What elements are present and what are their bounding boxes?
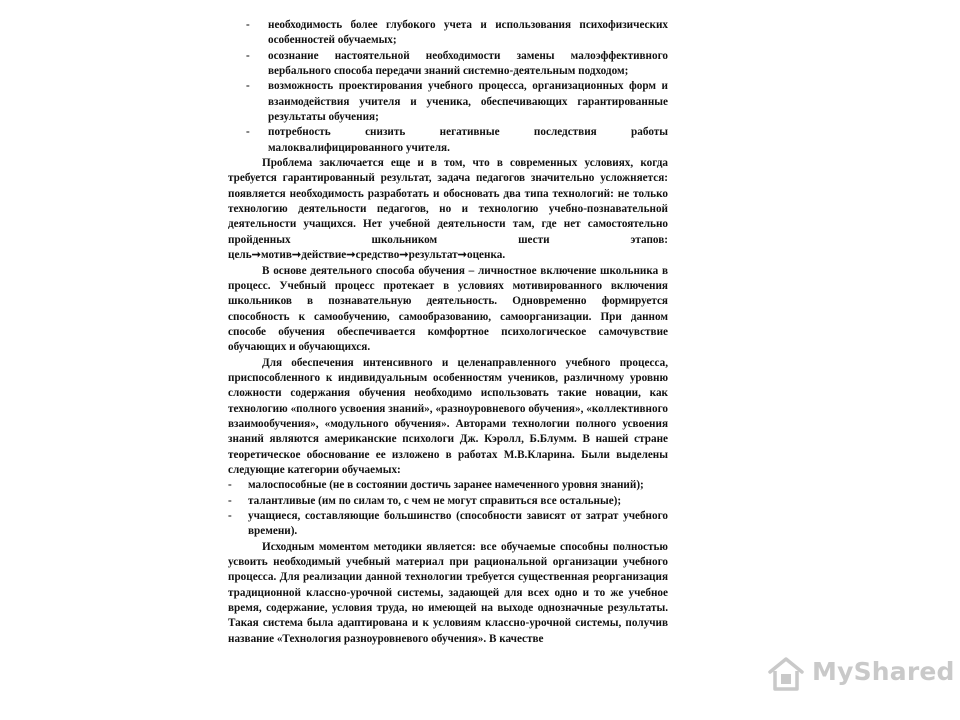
list-dash: - — [246, 126, 250, 139]
document-page — [228, 18, 668, 708]
list-item-text: необходимость более глубокого учета и использования психофизических особенностей обучаемых; — [268, 19, 668, 47]
paragraph-technologies: Для обеспечения интенсивного и целенаправленного учебного процесса, приспособленного к индивидуальным особенностям учеников, различному уровню сложности содержания обучения необходимо использовать такие новации, как технологию «полного усвоения знаний», «разноуровневого обучения», «коллективного взаимообучения», «модульного обучения». Авторами технологии полного усвоения знаний являются американские психологи Дж. Кэролл, Б.Блумм. В нашей стране теоретическое обоснование ее изложено в работах М.В.Кларина. Были выделены следующие категории обучаемых: — [228, 356, 668, 476]
stages-chain: цель➞мотив➞действие➞средство➞результат➞оценка. — [228, 249, 506, 262]
category-text: учащиеся, составляющие большинство (способности зависят от затрат учебного времени). — [248, 510, 668, 538]
watermark-text: MyShared — [812, 657, 955, 686]
list-dash: - — [246, 80, 250, 93]
category-text: талантливые (им по силам то, с чем не могут справиться все остальные); — [248, 494, 622, 507]
list-item-text: потребность снизить негативные последствия работы малоквалифицированного учителя. — [268, 126, 668, 154]
paragraph-text: Проблема заключается еще и в том, что в современных условиях, когда требуется гарантированный результат, задача педагогов значительно усложняется: появляется необходимость разработать и обосновать два типа технологий: не только технологию деятельности педагогов, но и технологию учебно-познавательной деятельности учащихся. Нет учебной деятельности там, где нет самостоятельно пройденных школьником шести этапов: — [228, 157, 668, 246]
house-shield-icon — [766, 654, 806, 694]
paragraph-problem — [228, 156, 668, 263]
category-item — [228, 509, 668, 540]
list-item — [228, 79, 668, 125]
paragraph-methodology: Исходным моментом методики является: все обучаемые способны полностью усвоить необходимый учебный материал при рациональной организации учебного процесса. Для реализации данной технологии требуется существенная реорганизация традиционной классно-урочной системы, задающей для всех одно и то же учебное время, содержание, условия труда, но имеющей на выходе однозначные результаты. Такая система была адаптирована и к условиям классно-урочной системы, получив название «Технология разноуровневого обучения». В качестве — [228, 540, 668, 645]
category-item — [228, 478, 668, 493]
list-dash: - — [246, 49, 250, 62]
list-item — [228, 125, 668, 156]
watermark — [766, 654, 955, 694]
category-item — [228, 494, 668, 509]
list-dash: - — [246, 19, 250, 31]
paragraph-activity-method: В основе деятельного способа обучения – личностное включение школьника в процесс. Учебный процесс протекает в условиях мотивированного включения школьников в познавательную деятельность. Одновременно формируется способность к самообучению, самообразованию, самоорганизации. При данном способе обучения обеспечивается комфортное психологическое самочувствие обучающих и обучающихся. — [228, 264, 668, 354]
list-item-text: осознание настоятельной необходимости замены малоэффективного вербального способа передачи знаний системно-деятельным подходом; — [268, 49, 668, 78]
list-item — [228, 49, 668, 80]
list-dash: - — [228, 510, 232, 522]
list-item — [228, 18, 668, 49]
list-dash: - — [228, 494, 232, 507]
category-text: малоспособные (не в состоянии достичь заранее намеченного уровня знаний); — [248, 479, 644, 492]
list-item-text: возможность проектирования учебного процесса, организационных форм и взаимодействия учителя и ученика, обеспечивающих гарантированные результаты обучения; — [268, 80, 668, 124]
list-dash: - — [228, 479, 232, 492]
